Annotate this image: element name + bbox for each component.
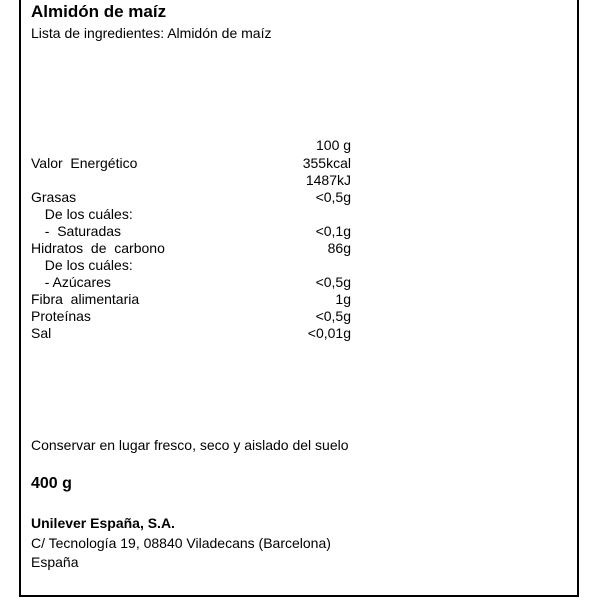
nutrition-row — [31, 172, 351, 189]
nutrition-label: Valor Energético — [31, 155, 138, 171]
nutrition-value: 1487kJ — [305, 172, 351, 188]
manufacturer-name: Unilever España, S.A. — [31, 515, 175, 531]
nutrition-row — [31, 257, 351, 274]
nutrition-row — [31, 223, 351, 240]
nutrition-row — [31, 155, 351, 172]
nutrition-label: Sal — [31, 325, 52, 341]
nutrition-label: De los cuáles: — [37, 257, 133, 273]
manufacturer-address: C/ Tecnología 19, 08840 Viladecans (Barcelona) — [31, 535, 331, 551]
nutrition-value: <0,5g — [315, 189, 351, 205]
nutrition-label: Fibra alimentaria — [31, 291, 140, 307]
nutrition-row — [31, 274, 351, 291]
nutrition-label: Hidratos de carbono — [31, 240, 165, 256]
nutrition-value: <0,5g — [315, 308, 351, 324]
nutrition-row — [31, 308, 351, 325]
ingredients-list: Lista de ingredientes: Almidón de maíz — [31, 25, 272, 41]
nutrition-row — [31, 240, 351, 257]
nutrition-label: De los cuáles: — [37, 206, 133, 222]
nutrition-value: <0,01g — [307, 325, 351, 341]
nutrition-value: <0,5g — [315, 274, 351, 290]
nutrition-row — [31, 189, 351, 206]
nutrition-value: 86g — [327, 240, 351, 256]
nutrition-label: Grasas — [31, 189, 77, 205]
nutrition-label: - Saturadas — [37, 223, 122, 239]
nutrition-row — [31, 291, 351, 308]
nutrition-label: - Azúcares — [37, 274, 111, 290]
net-weight: 400 g — [31, 475, 72, 492]
nutrition-value: 1g — [335, 291, 351, 307]
product-title: Almidón de maíz — [31, 2, 167, 21]
nutrition-value: 355kcal — [302, 155, 351, 171]
nutrition-row — [31, 325, 351, 342]
storage-instructions: Conservar en lugar fresco, seco y aislado del suelo — [31, 437, 349, 453]
nutrition-row — [31, 206, 351, 223]
nutrition-per-100g-header: 100 g — [316, 137, 352, 153]
nutrition-value: <0,1g — [315, 223, 351, 239]
nutrition-label: Proteínas — [31, 308, 91, 324]
manufacturer-country: España — [31, 554, 79, 570]
